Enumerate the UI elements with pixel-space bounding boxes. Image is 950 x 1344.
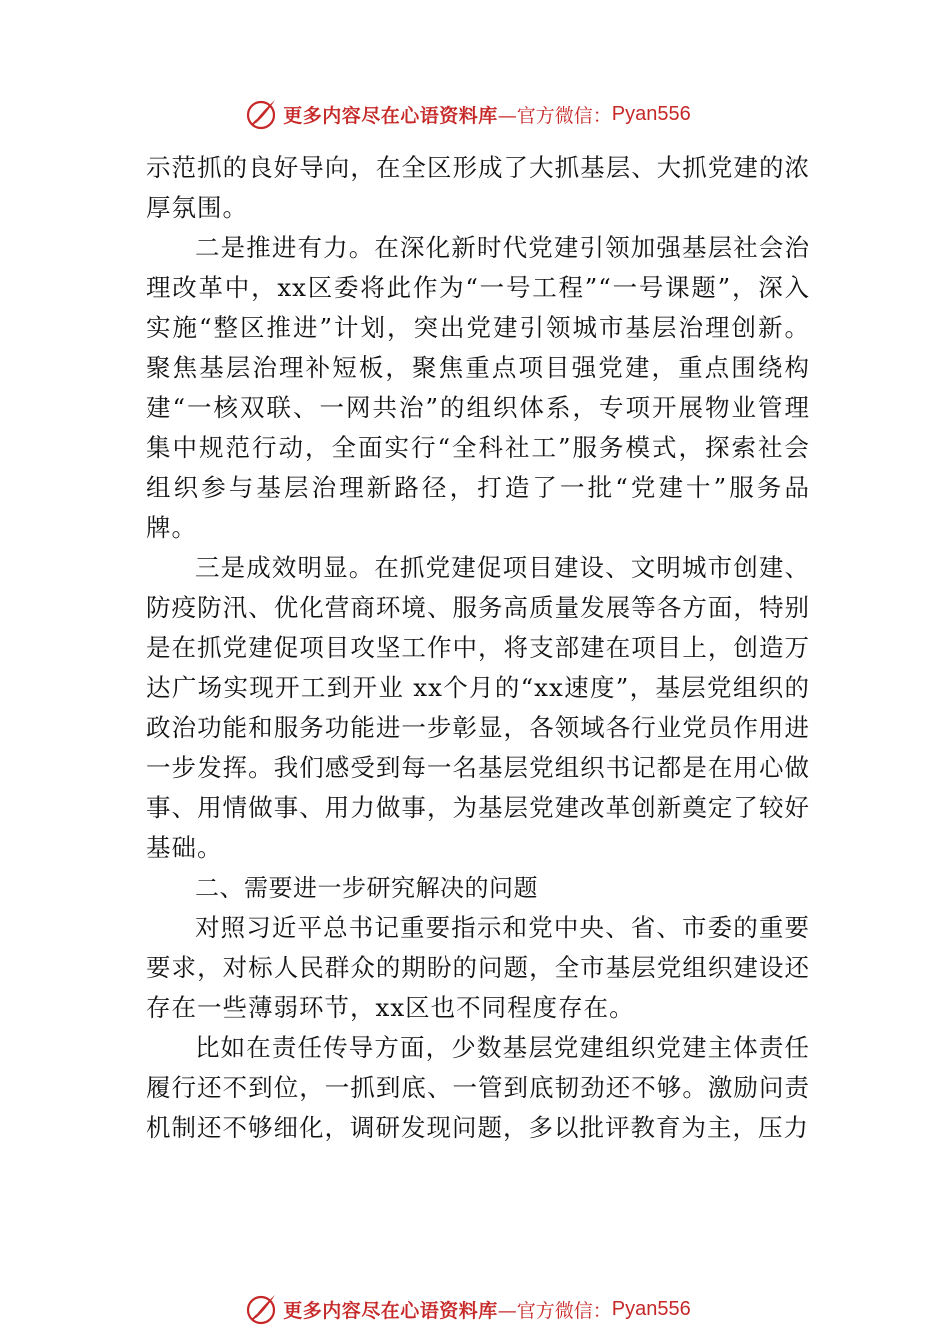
- watermark-brand-text: 更多内容尽在心语资料库: [283, 104, 498, 127]
- quill-pen-logo-icon: [245, 97, 279, 131]
- paragraph-issues-intro: 对照习近平总书记重要指示和党中央、省、市委的重要要求，对标人民群众的期盼的问题，全市基层党组织建设还存在一些薄弱环节，xx区也不同程度存在。: [146, 913, 810, 1022]
- watermark-brand-text: 更多内容尽在心语资料库: [283, 1299, 498, 1322]
- watermark-account-id: Pyan556: [611, 1297, 691, 1320]
- paragraph-continuation: 示范抓的良好导向，在全区形成了大抓基层、大抓党建的浓厚氛围。: [146, 153, 810, 222]
- header-watermark: [0, 94, 950, 134]
- quill-pen-logo-icon: [245, 1292, 279, 1326]
- paragraph-progress: 二是推进有力。在深化新时代党建引领加强基层社会治理改革中，xx区委将此作为“一号工程”“一号课题”，深入实施“整区推进”计划，突出党建引领城市基层治理创新。聚焦基层治理补短板，聚焦重点项目强党建，重点围绕构建“一核双联、一网共治”的组织体系，专项开展物业管理集中规范行动，全面实行“全科社工”服务模式，探索社会组织参与基层治理新路径，打造了一批“党建十”服务品牌。: [146, 233, 810, 542]
- watermark-official-label: —官方微信：: [497, 104, 612, 127]
- watermark-official-label: —官方微信：: [497, 1299, 612, 1322]
- watermark-account-id: Pyan556: [611, 102, 691, 125]
- footer-watermark: [0, 1289, 950, 1329]
- paragraph-responsibility: 比如在责任传导方面，少数基层党建组织党建主体责任履行还不到位，一抓到底、一管到底韧劲还不够。激励问责机制还不够细化，调研发现问题，多以批评教育为主，压力: [146, 1033, 810, 1142]
- section-heading: 二、需要进一步研究解决的问题: [195, 874, 538, 902]
- document-body: [146, 148, 810, 1148]
- paragraph-results: 三是成效明显。在抓党建促项目建设、文明城市创建、防疫防汛、优化营商环境、服务高质量发展等各方面，特别是在抓党建促项目攻坚工作中，将支部建在项目上，创造万达广场实现开工到开业 xx个月的“xx速度”，基层党组织的政治功能和服务功能进一步彰显，各领域各行业党员作用进一步发挥。我们感受到每一名基层党组织书记都是在用心做事、用情做事、用力做事，为基层党建改革创新奠定了较好基础。: [146, 553, 810, 862]
